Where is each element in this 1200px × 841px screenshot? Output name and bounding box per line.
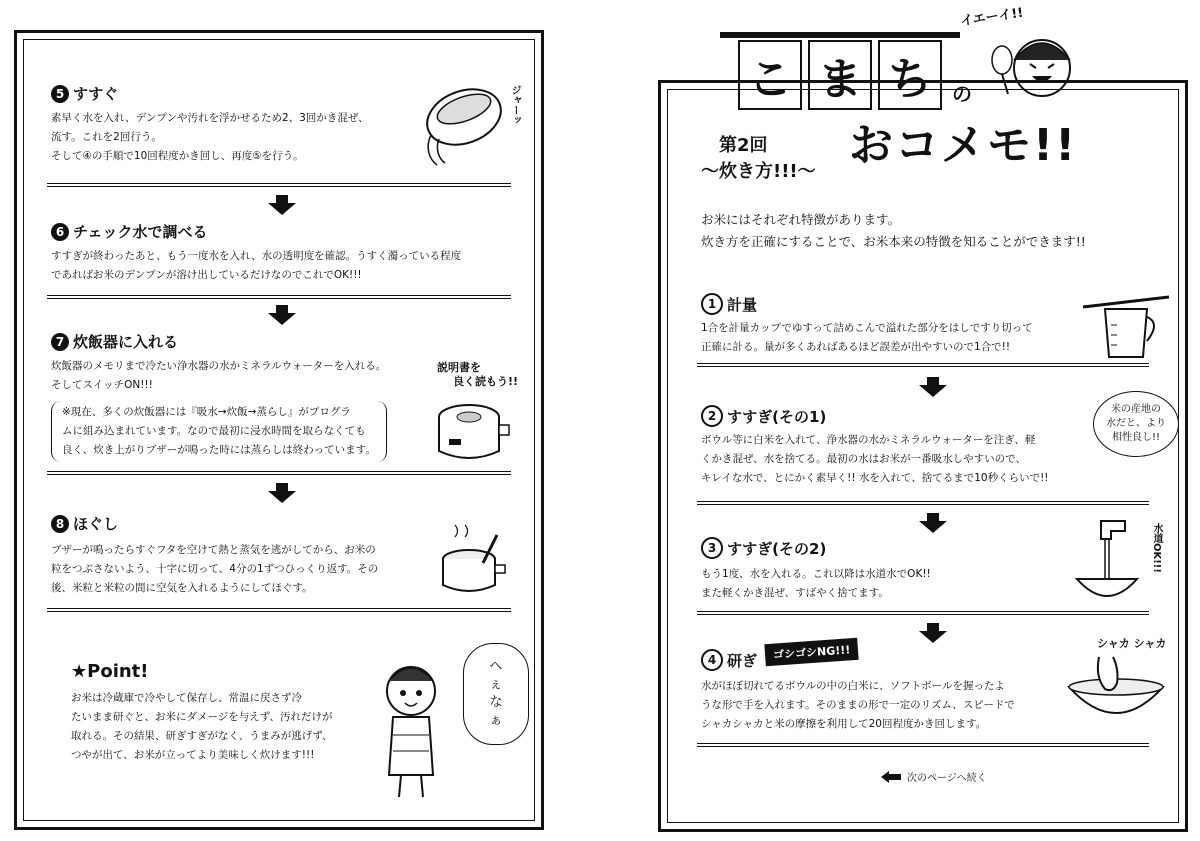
step-7-note xyxy=(51,401,387,462)
step-number-badge: 1 xyxy=(701,293,723,315)
text-line: つやが出て、お米が立ってより美味しく炊けます!!! xyxy=(71,749,315,761)
step-title-text: すすぎ(その1) xyxy=(727,407,827,426)
text-line: そして④の手順で10回程度かき回し、再度⑤を行う。 xyxy=(51,150,304,162)
shout-text: イエーイ!! xyxy=(959,5,1025,30)
text-line: 粒をつぶさないよう、十字に切って、4分の1ずつひっくり返す。その xyxy=(51,563,379,575)
text-line: 良く、炊き上がりブザーが鳴った時には蒸らしは終わっています。 xyxy=(62,444,376,456)
point-body xyxy=(71,689,332,765)
text-line: 水がほぼ切れてるボウルの中の白米に、ソフトボールを握ったよ xyxy=(701,680,1005,692)
text-line: ぇ xyxy=(489,677,503,692)
step-number-badge: 7 xyxy=(51,333,69,351)
ng-tag: ゴシゴシNG!!! xyxy=(764,638,859,666)
text-line: 取れる。その結果、研ぎすぎがなく、うまみが逃げず、 xyxy=(71,730,333,742)
text-line: キレイな水で、とにかく素早く!! 水を入れて、捨てるまで10秒くらいで!! xyxy=(701,472,1049,484)
step-title-text: 研ぎ xyxy=(727,651,758,670)
title-kana-box: ま xyxy=(808,40,872,110)
divider xyxy=(697,501,1149,502)
character-illustration xyxy=(371,655,451,805)
rice-cooker-illustration xyxy=(429,395,519,475)
step-title-text: チェック水で調べる xyxy=(73,223,208,241)
text-line: お米にはそれぞれ特徴があります。 xyxy=(701,212,901,227)
text-line: ボウル等に白米を入れて、浄水器の水かミネラルウォーターを注ぎ、軽 xyxy=(701,434,1036,446)
episode-label: 第2回 xyxy=(719,135,768,156)
step-4-title xyxy=(701,649,757,671)
text-line: 説明書を xyxy=(437,361,481,374)
step-4-body xyxy=(701,677,1015,734)
text-line: 1合を計量カップでゆすって詰めこんで溢れた部分をはしですり切って xyxy=(701,322,1033,334)
next-page-note xyxy=(881,769,987,784)
text-line: たいまま研ぐと、お米にダメージを与えず、汚れだけが xyxy=(71,711,333,723)
divider xyxy=(697,611,1149,612)
text-line: 正確に計る。量が多くあればあるほど誤差が出やすいので1合で!! xyxy=(701,341,1011,353)
speech-bubble xyxy=(463,643,529,745)
text-line: シャカシャカと米の摩擦を利用して20回程度かき回します。 xyxy=(701,718,987,730)
step-3-body xyxy=(701,565,931,603)
step-number-badge: 3 xyxy=(701,537,723,559)
divider xyxy=(697,363,1149,364)
washing-rice-illustration xyxy=(1061,653,1171,733)
title-no: の xyxy=(952,82,972,106)
text-line: 炊き方を正確にすることで、お米本来の特徴を知ることができます!! xyxy=(701,234,1086,249)
step-8-title xyxy=(51,513,118,534)
sfx-text xyxy=(437,361,518,389)
text-line: ブザーが鳴ったらすぐフタを空けて熱と蒸気を逃がしてから、お米の xyxy=(51,544,376,556)
text-line: そしてスイッチON!!! xyxy=(51,379,153,391)
text-line: すすぎが終わったあと、もう一度水を入れ、水の透明度を確認。うすく濁っている程度 xyxy=(51,250,462,262)
step-title-text: 計量 xyxy=(727,295,758,314)
point-title: ★Point! xyxy=(71,661,149,682)
text-line: 米の産地の xyxy=(1111,404,1161,415)
divider xyxy=(47,183,511,184)
intro-text xyxy=(701,209,1086,253)
step-number-badge: 5 xyxy=(51,85,69,103)
divider xyxy=(697,743,1149,744)
step-number-badge: 2 xyxy=(701,405,723,427)
step-5-title xyxy=(51,83,118,104)
text-line: 後、米粒と米粒の間に空気を入れるようにしてほぐす。 xyxy=(51,582,313,594)
text-line: くかき混ぜ、水を捨てる。最初の水はお米が一番吸水しやすいので、 xyxy=(701,453,1026,465)
step-6-body xyxy=(51,247,461,285)
step-title-text: すすぐ xyxy=(73,85,119,103)
step-6-title xyxy=(51,221,208,242)
sfx-text: シャカ シャカ xyxy=(1097,637,1167,650)
step-2-title xyxy=(701,405,826,427)
divider xyxy=(47,608,511,609)
text-line: であればお米のデンプンが溶け出しているだけなのでこれでOK!!! xyxy=(51,269,362,281)
text-line: 相性良し!! xyxy=(1111,432,1161,443)
text-line: 素早く水を入れ、デンプンや汚れを浮かせるため2、3回かき混ぜ、 xyxy=(51,112,369,124)
step-5-body xyxy=(51,109,369,166)
rice-cooker-open-illustration xyxy=(435,523,515,603)
text-line: うな形で手を入れます。そのままの形で一定のリズム、スピードで xyxy=(701,699,1015,711)
sfx-text: 水道OK!!! xyxy=(1151,523,1162,573)
left-page xyxy=(14,30,544,830)
step-8-body xyxy=(51,541,378,598)
step-3-title xyxy=(701,537,826,559)
divider xyxy=(47,471,511,472)
text-line: ※現在、多くの炊飯器には『吸水→炊飯→蒸らし』がプログラ xyxy=(62,406,351,418)
text-line: もう1度、水を入れる。これ以降は水道水でOK!! xyxy=(701,568,931,580)
subtitle: 〜炊き方!!!〜 xyxy=(701,161,816,182)
title-kana-box: こ xyxy=(738,40,802,110)
text-line: ムに組み込まれています。なので最初に浸水時間を取らなくても xyxy=(62,425,366,437)
step-7-title xyxy=(51,331,178,352)
step-7-body xyxy=(51,357,386,395)
text-line: 流す。これを2回行う。 xyxy=(51,131,162,143)
divider xyxy=(47,295,511,296)
text-line: また軽くかき混ぜ、すばやく捨てます。 xyxy=(701,587,889,599)
step-title-text: ほぐし xyxy=(73,515,119,533)
rinse-bowl-illustration xyxy=(409,77,509,167)
step-number-badge: 8 xyxy=(51,515,69,533)
footer-text: 次のページへ続く xyxy=(907,773,987,784)
sfx-text: ジャーッ xyxy=(509,85,520,125)
text-line: 水だと、より xyxy=(1106,418,1166,429)
title-main: おコメモ!! xyxy=(849,120,1078,171)
text-line: な xyxy=(489,695,503,710)
speech-bubble xyxy=(1093,391,1179,457)
text-line: 炊飯器のメモリまで冷たい浄水器の水かミネラルウォーターを入れる。 xyxy=(51,360,387,372)
step-number-badge: 6 xyxy=(51,223,69,241)
text-line: お米は冷蔵庫で冷やして保存し、常温に戻さず冷 xyxy=(71,692,302,704)
text-line: ぁ xyxy=(489,713,503,728)
step-1-body xyxy=(701,319,1033,357)
right-page xyxy=(658,80,1188,832)
banner-rod xyxy=(720,32,960,38)
step-2-body xyxy=(701,431,1048,488)
arrow-left-icon xyxy=(881,771,901,783)
step-title-text: すすぎ(その2) xyxy=(727,539,827,558)
step-title-text: 炊飯器に入れる xyxy=(73,333,179,351)
title-kana-box: ち xyxy=(878,40,942,110)
text-line: 良く読もう!! xyxy=(453,375,519,388)
step-1-title xyxy=(701,293,757,315)
faucet-bowl-illustration xyxy=(1071,513,1141,613)
measuring-cup-illustration xyxy=(1081,293,1171,363)
text-line: へ xyxy=(489,659,503,674)
step-number-badge: 4 xyxy=(701,649,723,671)
